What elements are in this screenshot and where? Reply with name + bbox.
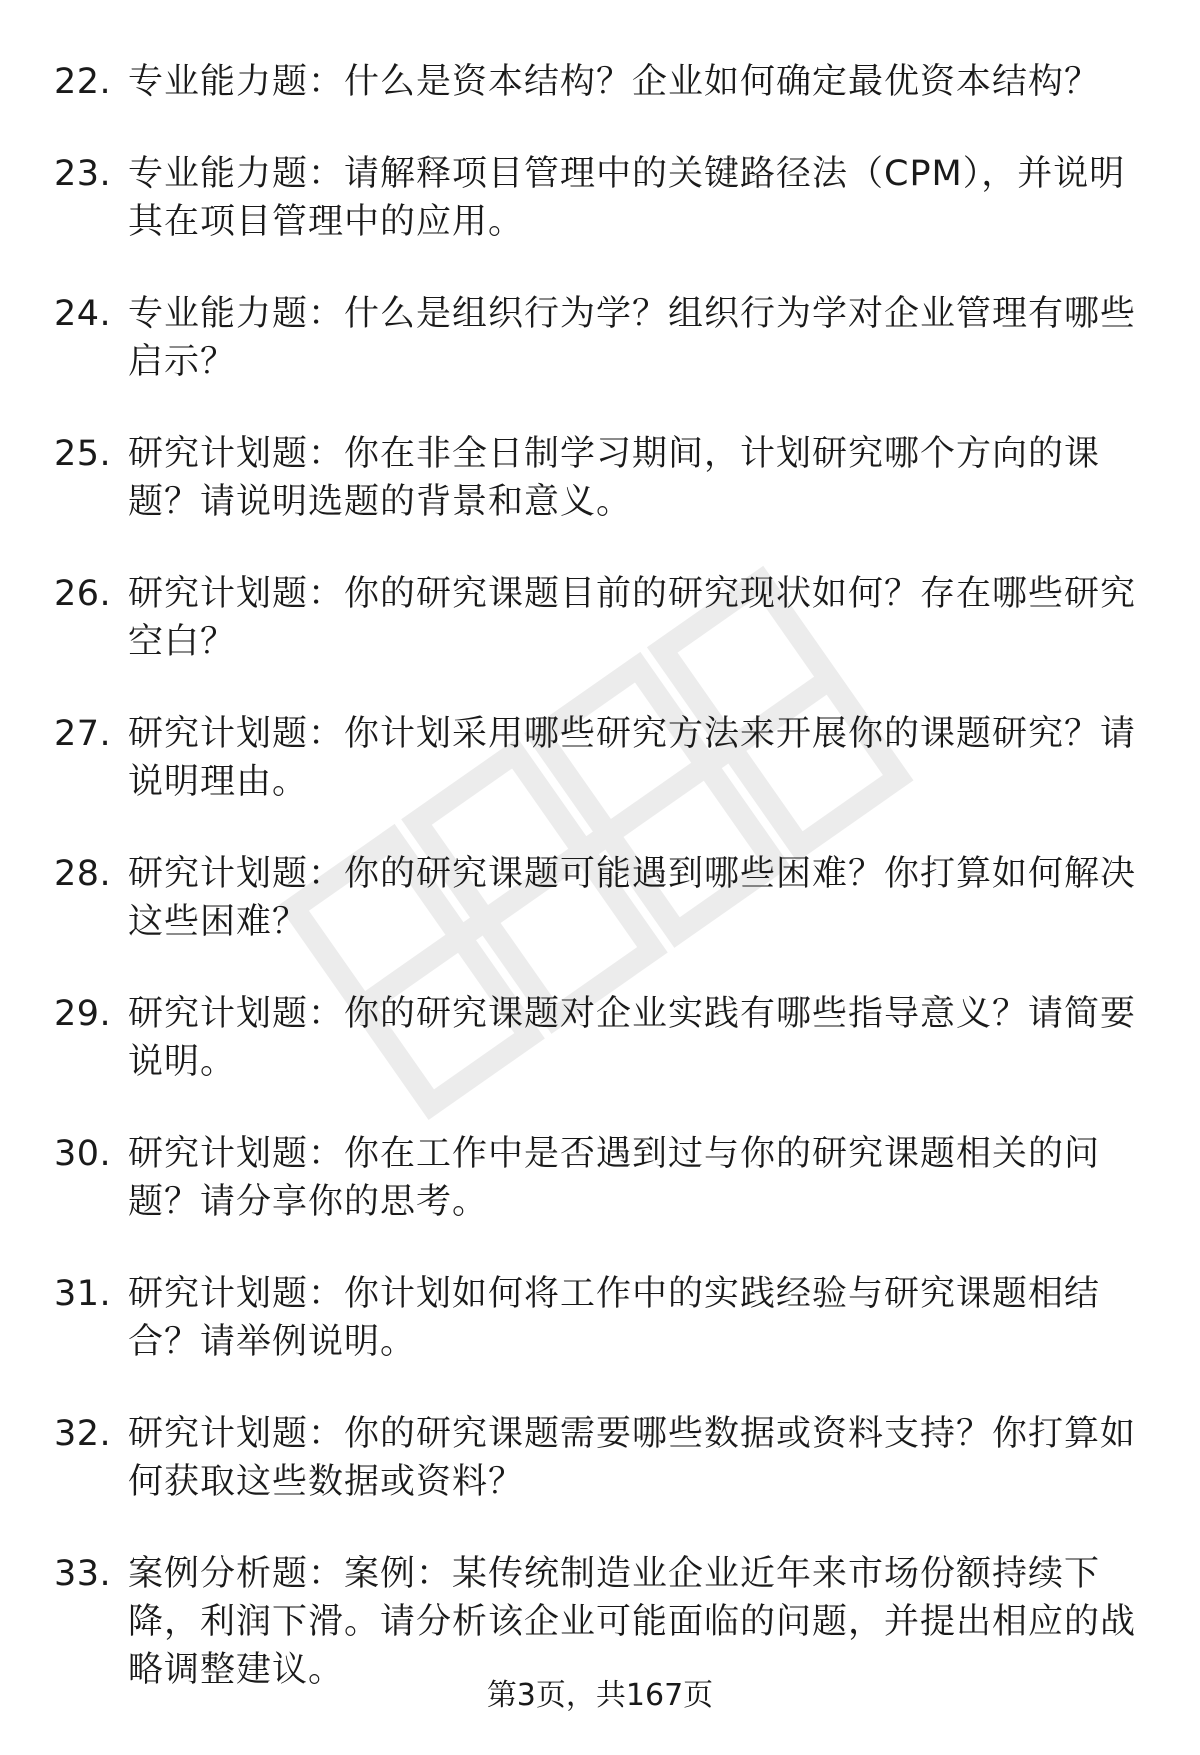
question-text: 研究计划题：你的研究课题目前的研究现状如何？存在哪些研究空白？	[128, 574, 1137, 662]
question-item-30	[0, 1130, 1200, 1226]
question-text: 研究计划题：你在非全日制学习期间，计划研究哪个方向的课题？请说明选题的背景和意义。	[128, 434, 1101, 522]
question-number: 31.	[54, 1274, 112, 1314]
question-item-31	[0, 1270, 1200, 1366]
question-number: 23.	[54, 154, 112, 194]
question-number: 24.	[54, 294, 112, 334]
question-text: 专业能力题：什么是组织行为学？组织行为学对企业管理有哪些启示？	[128, 294, 1137, 382]
question-text: 研究计划题：你的研究课题需要哪些数据或资料支持？你打算如何获取这些数据或资料？	[128, 1414, 1137, 1502]
question-number: 33.	[54, 1554, 112, 1594]
question-number: 27.	[54, 714, 112, 754]
question-text: 研究计划题：你计划如何将工作中的实践经验与研究课题相结合？请举例说明。	[128, 1274, 1101, 1362]
question-number: 25.	[54, 434, 112, 474]
question-item-28	[0, 850, 1200, 946]
page-footer: 第3页，共167页	[486, 1678, 714, 1713]
question-item-24	[0, 290, 1200, 386]
question-item-25	[0, 430, 1200, 526]
question-number: 22.	[54, 62, 112, 102]
question-text: 专业能力题：请解释项目管理中的关键路径法（CPM），并说明其在项目管理中的应用。	[128, 154, 1126, 242]
question-item-27	[0, 710, 1200, 806]
question-item-22	[0, 58, 1200, 106]
question-number: 28.	[54, 854, 112, 894]
question-text: 专业能力题：什么是资本结构？企业如何确定最优资本结构？	[128, 62, 1101, 102]
question-number: 29.	[54, 994, 112, 1034]
question-number: 32.	[54, 1414, 112, 1454]
question-item-26	[0, 570, 1200, 666]
question-text: 研究计划题：你计划采用哪些研究方法来开展你的课题研究？请说明理由。	[128, 714, 1137, 802]
question-item-29	[0, 990, 1200, 1086]
question-number: 26.	[54, 574, 112, 614]
question-text: 研究计划题：你在工作中是否遇到过与你的研究课题相关的问题？请分享你的思考。	[128, 1134, 1101, 1222]
question-item-33	[0, 1550, 1200, 1694]
question-list	[0, 58, 1200, 1738]
question-number: 30.	[54, 1134, 112, 1174]
question-item-32	[0, 1410, 1200, 1506]
question-item-23	[0, 150, 1200, 246]
question-text: 研究计划题：你的研究课题对企业实践有哪些指导意义？请简要说明。	[128, 994, 1137, 1082]
question-text: 研究计划题：你的研究课题可能遇到哪些困难？你打算如何解决这些困难？	[128, 854, 1137, 942]
question-text: 案例分析题：案例：某传统制造业企业近年来市场份额持续下降，利润下滑。请分析该企业可能面临的问题，并提出相应的战略调整建议。	[128, 1554, 1137, 1690]
